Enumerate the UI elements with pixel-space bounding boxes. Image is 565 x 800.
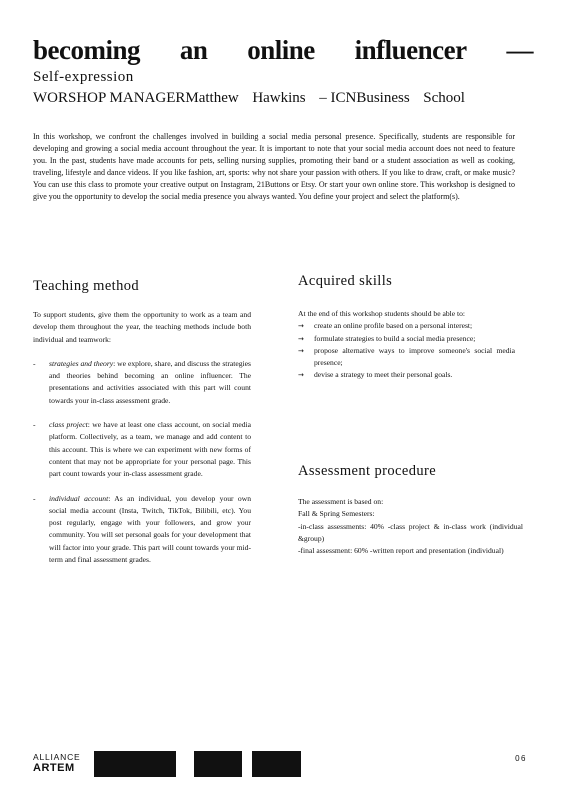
teaching-list: [33, 358, 251, 566]
workshop-manager-line: [33, 90, 465, 107]
item-label: class project: [49, 420, 88, 430]
logo-line: ARTEM: [33, 762, 75, 774]
assessment-line: -final assessment: 60% -written report and presentation (individual): [298, 546, 504, 556]
intro-paragraph: In this workshop, we confront the challenges involved in building a social media personal presence. Specifically, students are responsible for developing and growing a social media account throughout the year. It is important to note that your social media account does not need to feature you. In the past, students have made accounts for pets, selling nursing supplies, promoting their band or a student association as well as cooking, traveling, lifestyle and dance videos. If you like fashion, art, sports: why not share your passion with others. If you like to draw, craft, or make music? You can use this class to promote your creative output on Instagram, 21Buttons or Etsy. Or start your own online store. This workshop is designed to give you the opportunity to develop the social media presence you always wanted. You define your project and select the platform(s).: [33, 132, 515, 202]
assessment-heading: Assessment procedure: [298, 463, 437, 479]
title-word: influencer: [354, 35, 467, 65]
acquired-skills-heading: Acquired skills: [298, 273, 393, 289]
item-label: individual account: [49, 493, 109, 503]
manager-word: – ICNBusiness: [319, 90, 410, 106]
item-label: strategies and theory: [49, 358, 114, 368]
title-word: an: [179, 35, 208, 65]
item-text: : As an individual, you develop your own social media account (Insta, Twitch, TikTok, Bilibili, etc). You post regularly, engage with your followers, and grow your community. You will set personal goals for your development that will factor into your grade. This part will count towards your mid-term and final assessment grades.: [49, 493, 251, 565]
list-item: → formulate strategies to build a social media presence;: [298, 333, 515, 345]
list-item: → devise a strategy to meet their personal goals.: [298, 369, 515, 381]
teaching-method-section: [33, 309, 251, 566]
assessment-line: -in-class assessments: 40% -class project & in-class work (individual &group): [298, 521, 523, 543]
skills-lead: At the end of this workshop students should be able to:: [298, 309, 466, 318]
skills-list: [298, 320, 515, 381]
list-item: → create an online profile based on a personal interest;: [298, 320, 515, 332]
title-word: online: [247, 35, 315, 65]
manager-word: School: [423, 90, 465, 106]
footer-black-block: [252, 751, 301, 777]
page-subtitle: Self-expression: [33, 69, 134, 85]
alliance-artem-logo: [33, 752, 81, 775]
page-number: 06: [515, 754, 527, 763]
title-word: —: [506, 35, 533, 65]
page-title: [33, 34, 533, 66]
logo-line: ALLIANCE: [33, 752, 81, 762]
footer-black-block: [194, 751, 242, 777]
assessment-line: Fall & Spring Semesters:: [298, 509, 375, 519]
teaching-method-heading: Teaching method: [33, 278, 140, 294]
list-item: [33, 419, 251, 480]
assessment-line: The assessment is based on:: [298, 497, 384, 506]
list-item: [33, 493, 251, 567]
title-word: becoming: [33, 35, 140, 65]
acquired-skills-section: [298, 308, 515, 382]
assessment-section: [298, 496, 523, 557]
item-text: : we have at least one class account, on social media platform. Collectively, as a team, we manage and add content to this account. This is where we can experiment with new forms of content that may not be appropriate for your personal page. This part count towards your in-class assessment grade.: [49, 420, 251, 479]
teaching-lead: To support students, give them the opportunity to work as a team and develop them throughout the year, the teaching methods include both individual and teamwork:: [33, 310, 251, 344]
manager-word: WORSHOP MANAGERMatthew: [33, 90, 239, 106]
item-text: : we explore, share, and discuss the strategies and theories behind becoming an online influencer. The presentations and activities associated with this part will count towards your in-class assessment grade.: [49, 358, 251, 405]
manager-word: Hawkins: [252, 90, 306, 106]
list-item: → propose alternative ways to improve someone's social media presence;: [298, 345, 515, 370]
footer-black-block: [94, 751, 176, 777]
list-item: [33, 358, 251, 407]
